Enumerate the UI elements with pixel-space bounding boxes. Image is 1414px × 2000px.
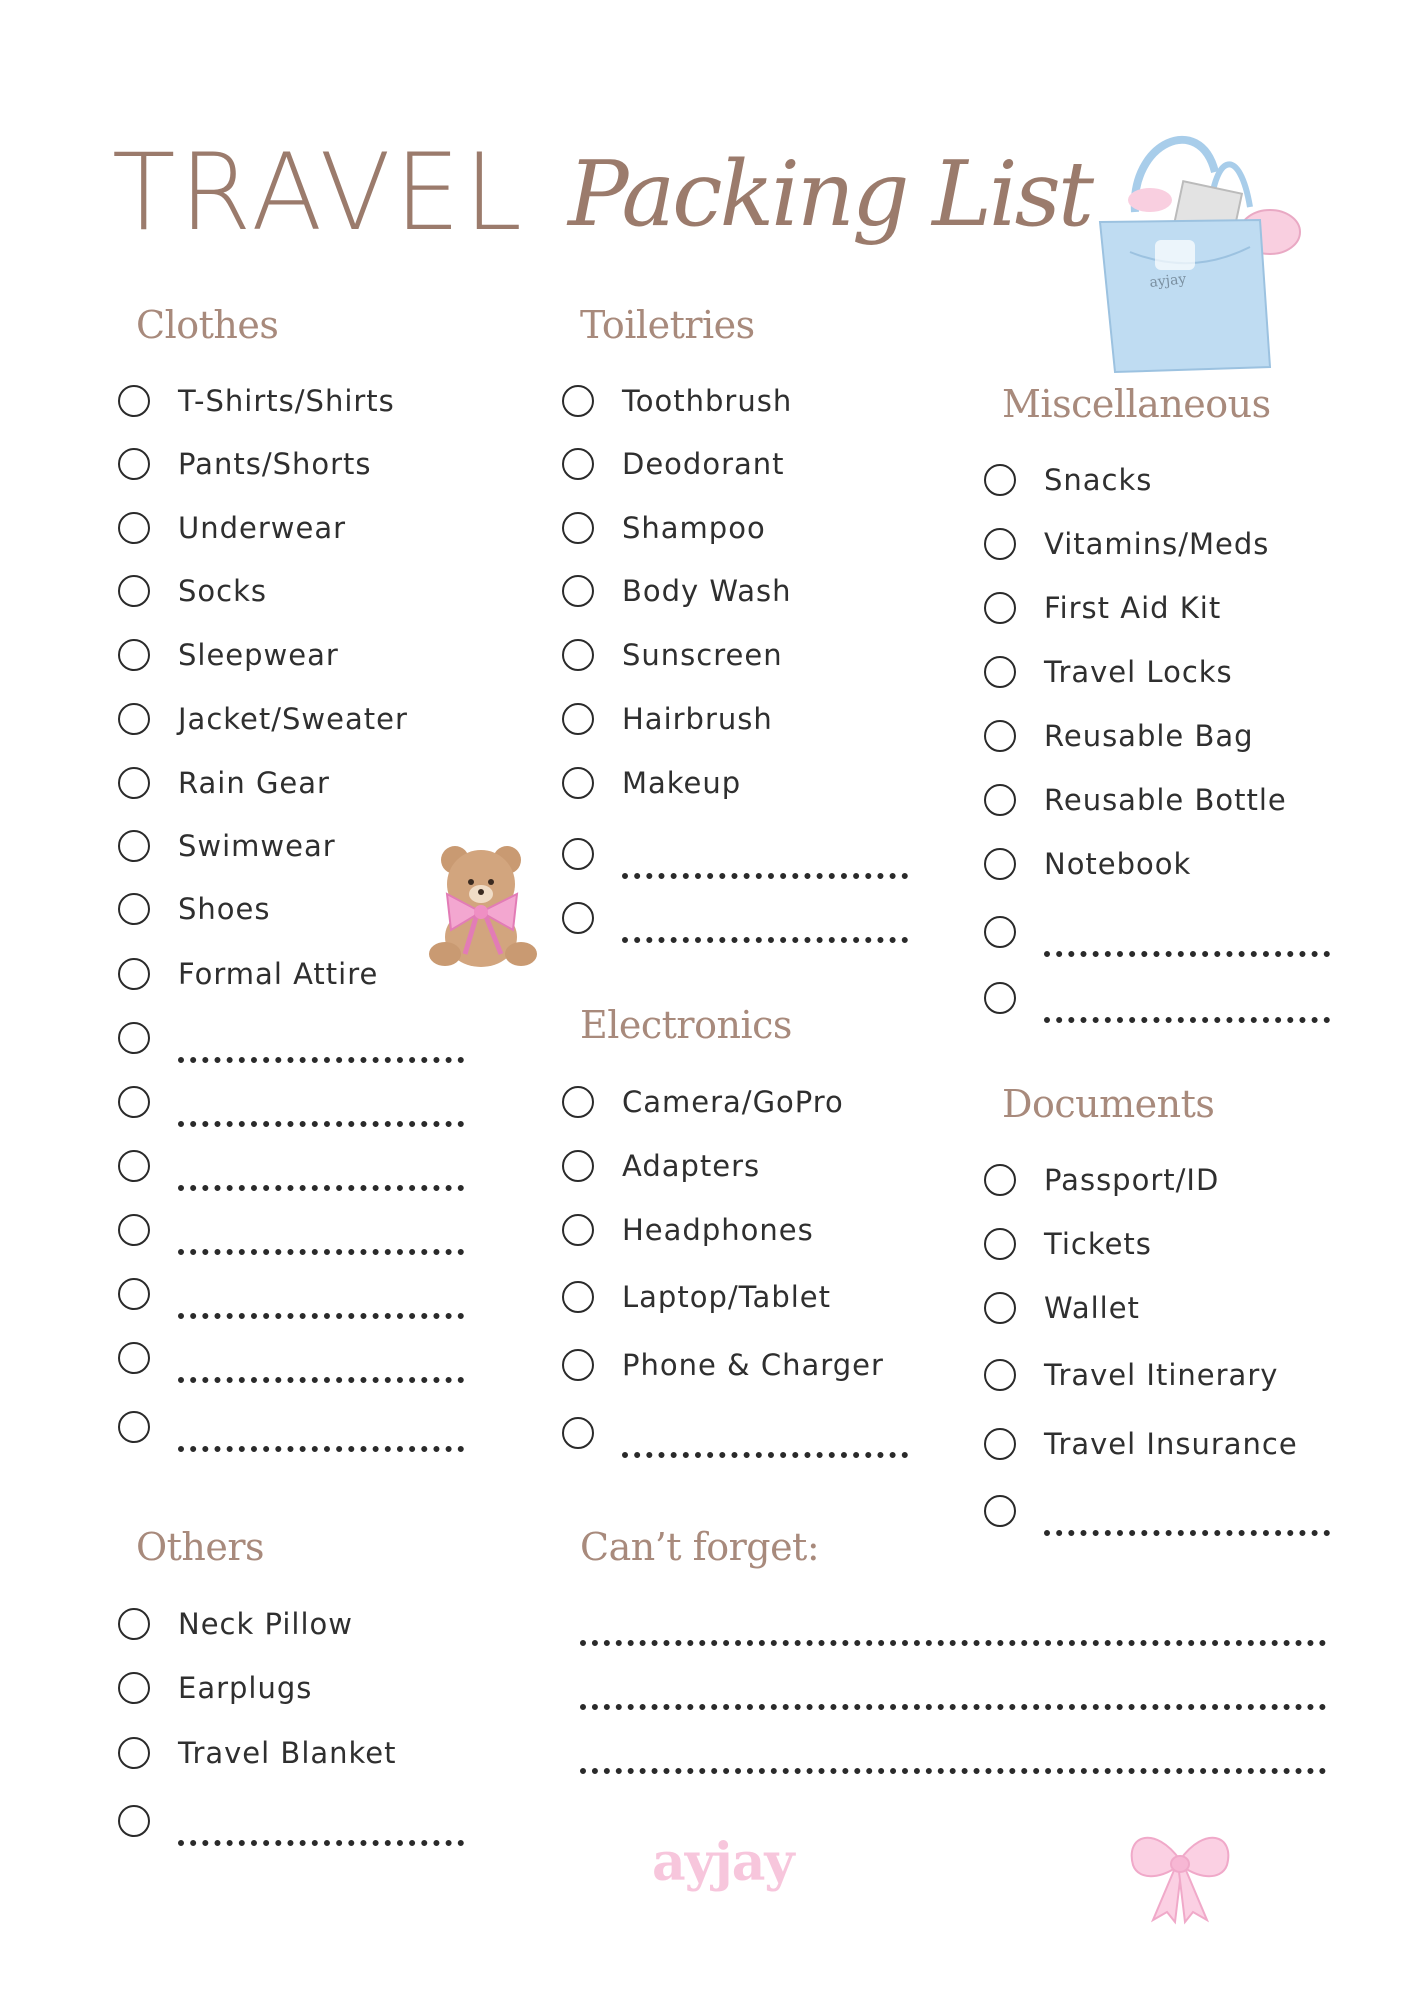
checkbox[interactable]	[562, 1281, 594, 1313]
checkbox[interactable]	[562, 902, 594, 934]
item-label: Passport/ID	[1044, 1163, 1220, 1197]
checkbox[interactable]	[118, 1278, 150, 1310]
item-label: Body Wash	[622, 574, 792, 608]
checklist-item[interactable]	[984, 524, 1269, 564]
item-label: Hairbrush	[622, 702, 773, 736]
checkbox[interactable]	[118, 830, 150, 862]
checklist-item[interactable]	[984, 844, 1191, 884]
cant-forget-line[interactable]	[580, 1768, 1326, 1774]
write-in-line[interactable]	[1044, 1530, 1330, 1536]
item-label: Makeup	[622, 766, 742, 800]
item-label: Sunscreen	[622, 638, 783, 672]
checklist-item[interactable]	[562, 1210, 814, 1250]
checkbox[interactable]	[562, 1349, 594, 1381]
checkbox[interactable]	[118, 448, 150, 480]
checkbox[interactable]	[984, 982, 1016, 1014]
item-label: Travel Insurance	[1044, 1427, 1298, 1461]
checklist-item[interactable]	[984, 652, 1233, 692]
item-label: Deodorant	[622, 447, 785, 481]
checklist-item[interactable]	[984, 716, 1254, 756]
page-title-script: Packing List	[568, 142, 1091, 247]
checkbox[interactable]	[118, 512, 150, 544]
checkbox[interactable]	[984, 1228, 1016, 1260]
checklist-item[interactable]	[562, 1082, 844, 1122]
item-label: T-Shirts/Shirts	[178, 384, 395, 418]
brand-logo: ayjay	[652, 1832, 794, 1893]
blank-checklist-item[interactable]	[118, 1018, 464, 1058]
item-label: Adapters	[622, 1149, 761, 1183]
checklist-item[interactable]	[118, 826, 336, 866]
item-label: Earplugs	[178, 1671, 313, 1705]
checklist-item[interactable]	[562, 571, 792, 611]
item-label: Laptop/Tablet	[622, 1280, 831, 1314]
checkbox[interactable]	[984, 1292, 1016, 1324]
checklist-item[interactable]	[118, 635, 339, 675]
checklist-item[interactable]	[984, 780, 1287, 820]
checklist-item[interactable]	[118, 1604, 353, 1644]
checkbox[interactable]	[562, 1086, 594, 1118]
checklist-item[interactable]	[984, 1160, 1219, 1200]
checklist-item[interactable]	[562, 1277, 831, 1317]
write-in-line[interactable]	[178, 1121, 464, 1127]
checklist-item[interactable]	[562, 444, 785, 484]
checkbox[interactable]	[984, 916, 1016, 948]
item-label: Swimwear	[178, 829, 336, 863]
blank-checklist-item[interactable]	[562, 898, 908, 938]
checkbox[interactable]	[118, 1022, 150, 1054]
item-label: Travel Locks	[1044, 655, 1233, 689]
checkbox[interactable]	[984, 464, 1016, 496]
blank-checklist-item[interactable]	[118, 1146, 464, 1186]
checkbox[interactable]	[984, 1495, 1016, 1527]
checkbox[interactable]	[562, 703, 594, 735]
checkbox[interactable]	[118, 703, 150, 735]
checkbox[interactable]	[118, 1805, 150, 1837]
checklist-item[interactable]	[562, 1146, 760, 1186]
item-label: Rain Gear	[178, 766, 330, 800]
checklist-item[interactable]	[562, 699, 773, 739]
checklist-item[interactable]	[118, 381, 395, 421]
checkbox[interactable]	[118, 1342, 150, 1374]
write-in-line[interactable]	[178, 1313, 464, 1319]
cant-forget-heading: Can’t forget:	[580, 1525, 820, 1569]
item-label: Travel Blanket	[178, 1736, 397, 1770]
item-label: Jacket/Sweater	[178, 702, 408, 736]
item-label: Formal Attire	[178, 957, 379, 991]
checkbox[interactable]	[562, 512, 594, 544]
item-label: Sleepwear	[178, 638, 339, 672]
blank-checklist-item[interactable]	[984, 912, 1330, 952]
write-in-line[interactable]	[622, 1452, 908, 1458]
documents-heading: Documents	[1002, 1082, 1215, 1126]
blank-checklist-item[interactable]	[984, 1491, 1330, 1531]
blank-checklist-item[interactable]	[118, 1274, 464, 1314]
others-heading: Others	[136, 1525, 265, 1569]
blank-checklist-item[interactable]	[118, 1801, 464, 1841]
item-label: Snacks	[1044, 463, 1153, 497]
checklist-item[interactable]	[118, 571, 267, 611]
item-label: Shampoo	[622, 511, 766, 545]
checklist-item[interactable]	[984, 588, 1221, 628]
item-label: First Aid Kit	[1044, 591, 1222, 625]
checkbox[interactable]	[984, 784, 1016, 816]
checklist-item[interactable]	[562, 1345, 884, 1385]
checklist-item[interactable]	[984, 1355, 1278, 1395]
checkbox[interactable]	[984, 592, 1016, 624]
checkbox[interactable]	[984, 1359, 1016, 1391]
checklist-item[interactable]	[984, 1424, 1298, 1464]
clothes-heading: Clothes	[136, 303, 279, 347]
checkbox[interactable]	[118, 1672, 150, 1704]
checkbox[interactable]	[984, 848, 1016, 880]
checkbox[interactable]	[562, 1417, 594, 1449]
checkbox[interactable]	[118, 385, 150, 417]
item-label: Neck Pillow	[178, 1607, 353, 1641]
item-label: Underwear	[178, 511, 347, 545]
checkbox[interactable]	[562, 448, 594, 480]
checklist-item[interactable]	[118, 1668, 312, 1708]
blank-checklist-item[interactable]	[562, 1413, 908, 1453]
checklist-item[interactable]	[118, 444, 372, 484]
write-in-line[interactable]	[622, 937, 908, 943]
checkbox[interactable]	[118, 1150, 150, 1182]
item-label: Travel Itinerary	[1044, 1358, 1279, 1392]
checkbox[interactable]	[118, 1086, 150, 1118]
item-label: Phone & Charger	[622, 1348, 884, 1382]
checkbox[interactable]	[118, 958, 150, 990]
checklist-item[interactable]	[562, 381, 792, 421]
item-label: Notebook	[1044, 847, 1192, 881]
checklist-item[interactable]	[562, 508, 766, 548]
checkbox[interactable]	[984, 1428, 1016, 1460]
item-label: Shoes	[178, 892, 271, 926]
checkbox[interactable]	[562, 767, 594, 799]
blank-checklist-item[interactable]	[562, 834, 908, 874]
checklist-item[interactable]	[984, 1288, 1140, 1328]
checklist-item[interactable]	[118, 1733, 397, 1773]
item-label: Tickets	[1044, 1227, 1152, 1261]
checkbox[interactable]	[562, 1150, 594, 1182]
bag-brand-text: ayjay	[1148, 271, 1188, 291]
write-in-line[interactable]	[178, 1185, 464, 1191]
checkbox[interactable]	[118, 767, 150, 799]
write-in-line[interactable]	[178, 1377, 464, 1383]
item-label: Reusable Bag	[1044, 719, 1254, 753]
checklist-item[interactable]	[984, 460, 1152, 500]
blank-checklist-item[interactable]	[118, 1338, 464, 1378]
checkbox[interactable]	[984, 1164, 1016, 1196]
cant-forget-line[interactable]	[580, 1704, 1326, 1710]
blank-checklist-item[interactable]	[118, 1082, 464, 1122]
cant-forget-line[interactable]	[580, 1640, 1326, 1646]
blank-checklist-item[interactable]	[118, 1407, 464, 1447]
checklist-item[interactable]	[118, 763, 330, 803]
blank-checklist-item[interactable]	[984, 978, 1330, 1018]
write-in-line[interactable]	[178, 1840, 464, 1846]
item-label: Camera/GoPro	[622, 1085, 844, 1119]
write-in-line[interactable]	[178, 1057, 464, 1063]
checkbox[interactable]	[118, 1608, 150, 1640]
tote-bag-illustration	[1090, 112, 1320, 377]
item-label: Wallet	[1044, 1291, 1140, 1325]
write-in-line[interactable]	[178, 1446, 464, 1452]
checkbox[interactable]	[562, 1214, 594, 1246]
checkbox[interactable]	[562, 385, 594, 417]
checkbox[interactable]	[118, 575, 150, 607]
checklist-item[interactable]	[118, 889, 270, 929]
checklist-item[interactable]	[562, 635, 783, 675]
toiletries-heading: Toiletries	[580, 303, 755, 347]
teddy-bear-illustration	[425, 842, 545, 972]
checkbox[interactable]	[984, 528, 1016, 560]
checkbox[interactable]	[118, 1737, 150, 1769]
miscellaneous-heading: Miscellaneous	[1002, 382, 1271, 426]
item-label: Reusable Bottle	[1044, 783, 1287, 817]
checklist-item[interactable]	[118, 954, 378, 994]
write-in-line[interactable]	[178, 1249, 464, 1255]
checklist-item[interactable]	[118, 699, 408, 739]
checkbox[interactable]	[118, 893, 150, 925]
checkbox[interactable]	[984, 720, 1016, 752]
checkbox[interactable]	[118, 1411, 150, 1443]
item-label: Headphones	[622, 1213, 814, 1247]
page-title-travel: TRAVEL	[112, 131, 526, 254]
blank-checklist-item[interactable]	[118, 1210, 464, 1250]
checklist-item[interactable]	[984, 1224, 1152, 1264]
item-label: Socks	[178, 574, 267, 608]
item-label: Vitamins/Meds	[1044, 527, 1270, 561]
checkbox[interactable]	[118, 1214, 150, 1246]
checklist-item[interactable]	[562, 763, 741, 803]
pink-bow-illustration	[1125, 1820, 1235, 1925]
write-in-line[interactable]	[1044, 1017, 1330, 1023]
item-label: Pants/Shorts	[178, 447, 372, 481]
write-in-line[interactable]	[622, 873, 908, 879]
checkbox[interactable]	[118, 639, 150, 671]
checkbox[interactable]	[562, 575, 594, 607]
checkbox[interactable]	[984, 656, 1016, 688]
item-label: Toothbrush	[622, 384, 793, 418]
checkbox[interactable]	[562, 838, 594, 870]
checklist-item[interactable]	[118, 508, 346, 548]
checkbox[interactable]	[562, 639, 594, 671]
write-in-line[interactable]	[1044, 951, 1330, 957]
electronics-heading: Electronics	[580, 1003, 792, 1047]
